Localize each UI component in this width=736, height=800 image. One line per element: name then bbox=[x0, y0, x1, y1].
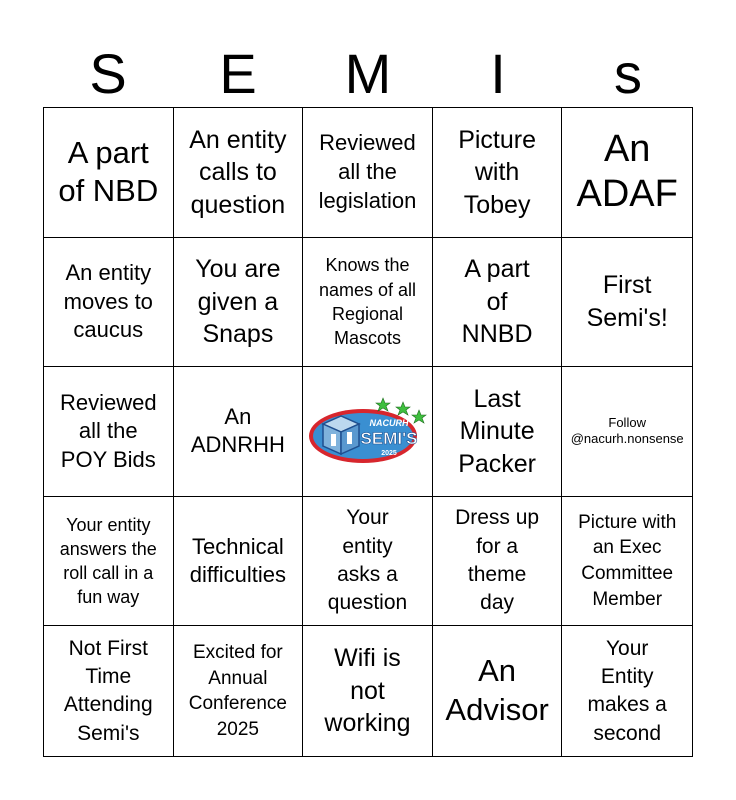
cell-text: Your entity answers the roll call in a fun way bbox=[59, 514, 157, 608]
cell-text: An ADAF bbox=[576, 127, 678, 216]
cell-text: A part of NBD bbox=[58, 134, 159, 209]
bingo-cell[interactable] bbox=[174, 238, 304, 368]
header-letter-e: E bbox=[219, 42, 257, 105]
cell-text: Reviewed all the POY Bids bbox=[59, 389, 157, 472]
cell-text: An entity calls to question bbox=[189, 125, 287, 219]
cell-text: Last Minute Packer bbox=[458, 384, 536, 478]
header-letter-m: M bbox=[344, 42, 392, 105]
cell-text: You are given a Snaps bbox=[195, 255, 281, 349]
bingo-cell[interactable] bbox=[562, 108, 692, 238]
bingo-cell[interactable] bbox=[433, 238, 563, 368]
bingo-cell[interactable] bbox=[44, 626, 174, 756]
cell-text: Not First Time Attending Semi's bbox=[63, 636, 153, 745]
star-icon bbox=[396, 402, 410, 415]
bingo-cell[interactable] bbox=[303, 626, 433, 756]
nacurh-semis-logo bbox=[307, 396, 427, 466]
cell-text: Your entity asks a question bbox=[327, 506, 408, 615]
cell-text: Reviewed all the legislation bbox=[318, 130, 417, 213]
bingo-cell[interactable] bbox=[44, 238, 174, 368]
bingo-cell[interactable] bbox=[433, 626, 563, 756]
cell-text: Wifi is not working bbox=[324, 644, 411, 738]
bingo-cell[interactable] bbox=[303, 238, 433, 368]
cell-text: Excited for Annual Conference 2025 bbox=[188, 641, 287, 740]
free-space-logo-cell[interactable] bbox=[303, 367, 433, 497]
logo-event-text: SEMI'S bbox=[361, 429, 418, 449]
header-letter-i: I bbox=[490, 42, 506, 105]
cell-text: First Semi's! bbox=[586, 271, 668, 332]
cell-text: Dress up for a theme day bbox=[455, 506, 540, 615]
bingo-cell[interactable] bbox=[562, 238, 692, 368]
header-letter-s: S bbox=[89, 42, 127, 105]
cell-text: Follow @nacurh.nonsense bbox=[570, 415, 684, 447]
bingo-cell[interactable] bbox=[562, 497, 692, 627]
bingo-cell[interactable] bbox=[174, 626, 304, 756]
bingo-cell[interactable] bbox=[433, 367, 563, 497]
bingo-board bbox=[43, 107, 693, 757]
header-letter-s-lower: s bbox=[614, 42, 642, 105]
cell-text: Picture with Tobey bbox=[458, 125, 536, 219]
logo-cube-icon bbox=[323, 416, 359, 454]
bingo-cell[interactable] bbox=[174, 497, 304, 627]
bingo-cell[interactable] bbox=[44, 367, 174, 497]
star-icon bbox=[376, 398, 390, 411]
cell-text: An ADNRHH bbox=[190, 403, 285, 458]
bingo-cell[interactable] bbox=[174, 108, 304, 238]
cell-text: Your Entity makes a second bbox=[587, 636, 667, 745]
cell-text: Technical difficulties bbox=[189, 533, 286, 588]
bingo-cell[interactable] bbox=[562, 367, 692, 497]
cell-text: An Advisor bbox=[445, 653, 549, 728]
star-icon bbox=[412, 410, 426, 423]
logo-org-text: NACURH bbox=[369, 418, 409, 429]
bingo-header bbox=[43, 42, 693, 106]
bingo-cell[interactable] bbox=[303, 108, 433, 238]
logo-year-text: 2025 bbox=[381, 450, 398, 458]
bingo-cell[interactable] bbox=[433, 108, 563, 238]
cell-text: Picture with an Exec Committee Member bbox=[578, 511, 677, 610]
cell-text: A part of NNBD bbox=[461, 255, 533, 349]
bingo-cell[interactable] bbox=[562, 626, 692, 756]
bingo-cell[interactable] bbox=[303, 497, 433, 627]
bingo-cell[interactable] bbox=[433, 497, 563, 627]
cell-text: An entity moves to caucus bbox=[63, 260, 153, 343]
cell-text: Knows the names of all Regional Mascots bbox=[318, 255, 417, 349]
bingo-cell[interactable] bbox=[174, 367, 304, 497]
bingo-cell[interactable] bbox=[44, 497, 174, 627]
bingo-cell[interactable] bbox=[44, 108, 174, 238]
